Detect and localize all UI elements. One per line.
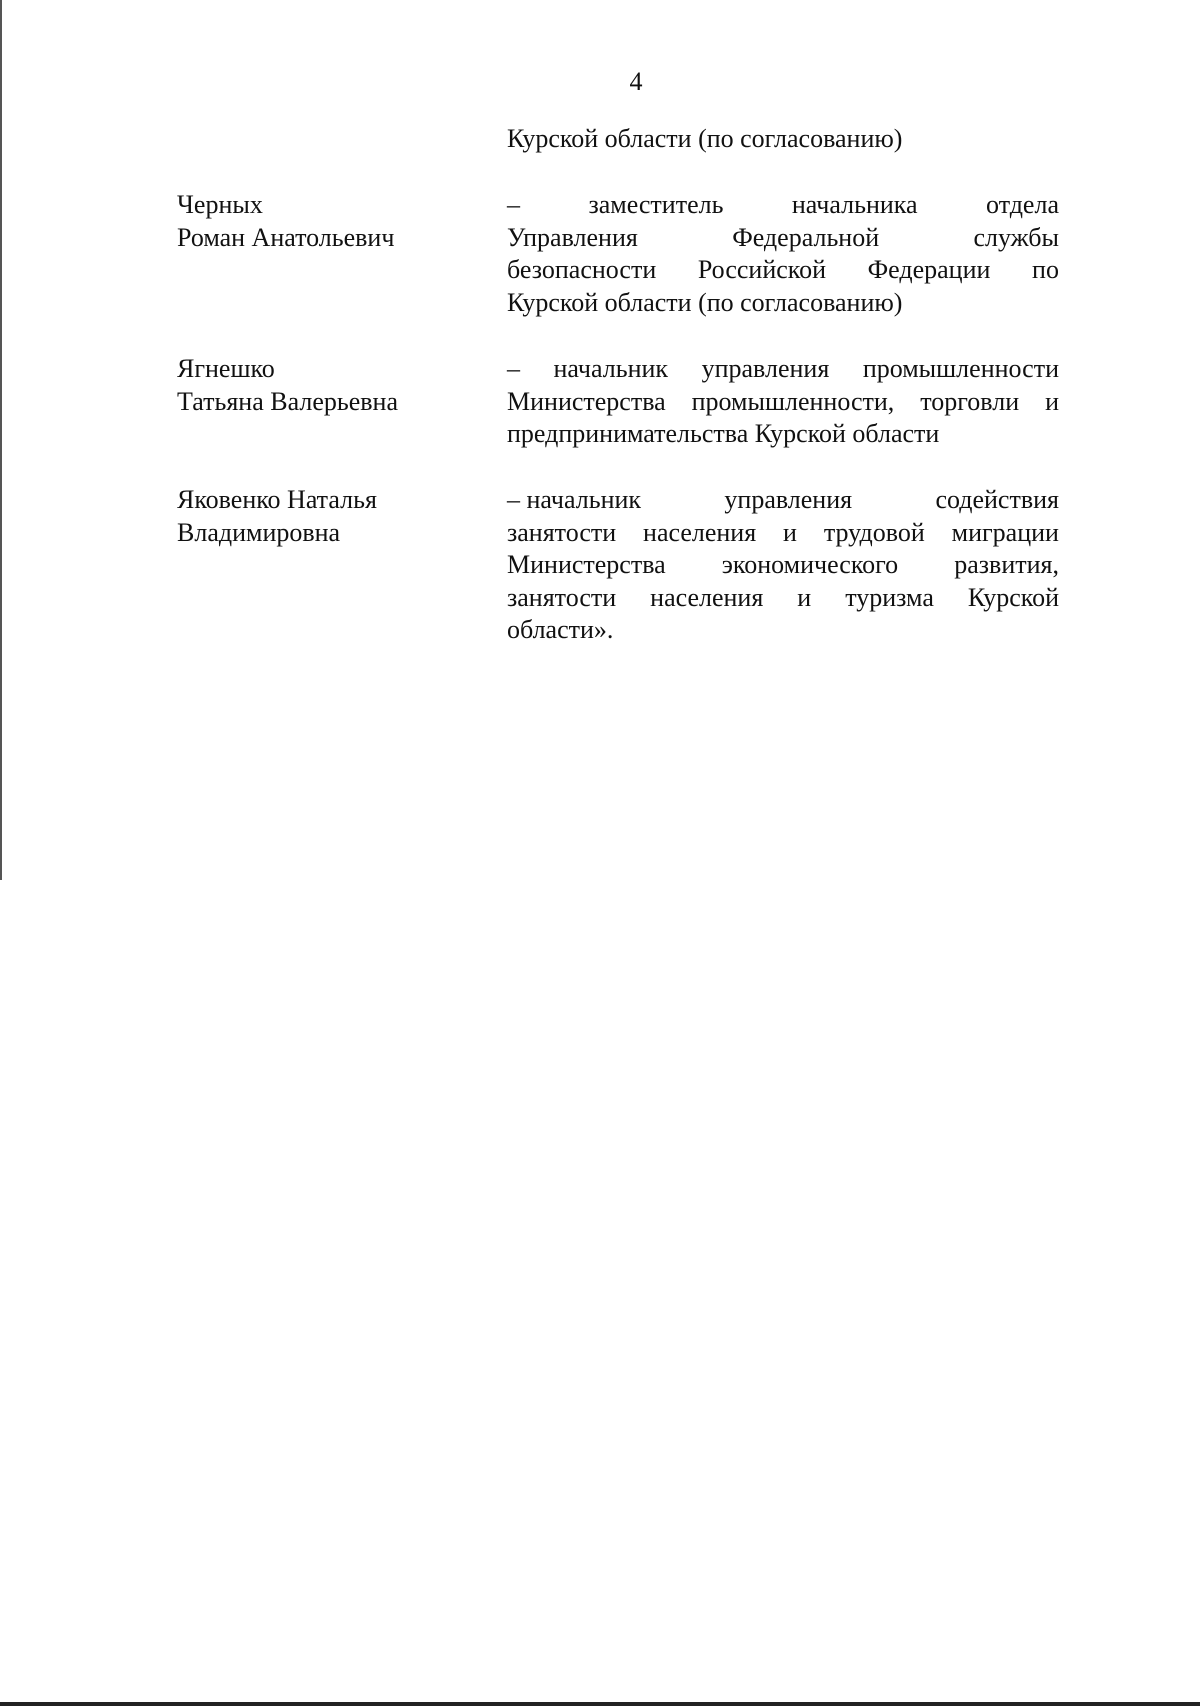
role-line: – начальник управления содействия (507, 485, 1059, 514)
role-line: Управления Федеральной службы (507, 222, 1059, 252)
role-line: занятости населения и трудовой миграции (507, 517, 1059, 547)
continuation-text (507, 123, 1059, 156)
member-name (177, 353, 447, 418)
member-role (507, 189, 1059, 319)
role-line: предпринимательства Курской области (507, 419, 940, 448)
scan-edge-bottom (0, 1702, 1200, 1706)
continuation-line: Курской области (по согласованию) (507, 124, 903, 153)
scan-edge-left (0, 0, 2, 880)
member-name (177, 484, 447, 549)
name-line: Роман Анатольевич (177, 222, 395, 252)
role-line: Министерства экономического развития, (507, 550, 1059, 579)
role-line: занятости населения и туризма Курской (507, 582, 1059, 612)
member-role (507, 484, 1059, 647)
role-line: Курской области (по согласованию) (507, 287, 903, 317)
name-line: Владимировна (177, 517, 341, 547)
name-line: Черных (177, 190, 263, 219)
member-role (507, 353, 1059, 451)
role-line: области». (507, 615, 614, 644)
member-name (177, 189, 447, 254)
role-line: Министерства промышленности, торговли и (507, 386, 1059, 416)
role-line: безопасности Российской Федерации по (507, 255, 1059, 284)
role-line: – заместитель начальника отдела (507, 190, 1059, 219)
page-number: 4 (629, 67, 643, 96)
name-line: Ягнешко (177, 354, 275, 383)
name-line: Яковенко Наталья (177, 485, 377, 514)
role-line: – начальник управления промышленности (507, 354, 1059, 383)
name-line: Татьяна Валерьевна (177, 386, 398, 416)
